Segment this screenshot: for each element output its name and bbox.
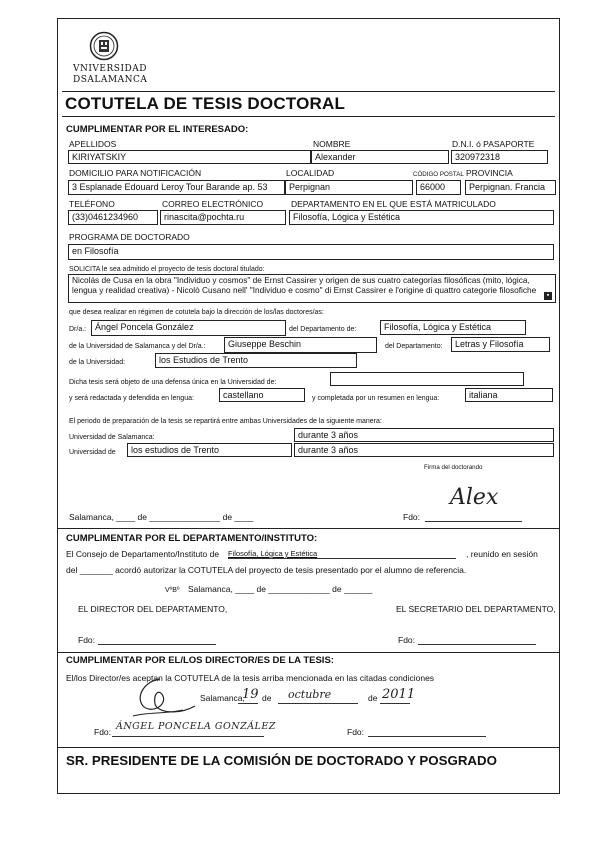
departamento-field[interactable]: Filosofía, Lógica y Estética (289, 210, 554, 225)
secretario-departamento-label: EL SECRETARIO DEL DEPARTAMENTO, (396, 604, 556, 614)
periodo-otra-field[interactable]: durante 3 años (294, 443, 554, 457)
apellidos-field[interactable]: KIRIYATSKIY (68, 150, 311, 164)
localidad-field[interactable]: Perpignan (285, 180, 413, 195)
codigo-postal-label: CÓDIGO POSTAL (413, 171, 464, 178)
page-title: COTUTELA DE TESIS DOCTORAL (65, 94, 346, 113)
univ-salamanca-director-label: de la Universidad de Salamanca y del Dr/a.: (69, 343, 206, 350)
director-handwritten-name: ÁNGEL PONCELA GONZÁLEZ (116, 721, 276, 732)
section3-fdo1-underline (112, 736, 264, 737)
section3-de2-label: de (368, 693, 378, 703)
student-signature: Alex (450, 485, 499, 510)
del-departamento2-label: del Departamento: (385, 343, 443, 350)
resumen-label: y completada por un resumen en lengua: (312, 395, 440, 402)
lengua-field[interactable]: castellano (219, 388, 305, 402)
solicita-label: SOLICITA le sea admitido el proyecto de tesis doctoral titulado: (69, 266, 265, 273)
title-top-rule (62, 91, 555, 92)
codigo-postal-field[interactable]: 66000 (416, 180, 461, 195)
section3-fdo2-underline (368, 736, 486, 737)
footer-rule (57, 747, 560, 748)
section3-fdo2-label: Fdo: (347, 727, 365, 737)
telefono-field[interactable]: (33)0461234960 (68, 210, 158, 225)
programa-field[interactable]: en Filosofía (68, 244, 554, 260)
resumen-field[interactable]: italiana (465, 388, 553, 402)
section2-fdo1-label: Fdo: (78, 635, 96, 645)
salamanca-date-line: Salamanca, ____ de _______________ de ____ (69, 512, 254, 522)
defensa-field[interactable] (330, 372, 524, 386)
director1-label: Dr/a.: (69, 326, 87, 333)
nombre-label: NOMBRE (313, 139, 351, 149)
regimen-label: que desea realizar en régimen de cotutela bajo la dirección de los/las doctores/as: (69, 309, 324, 316)
section2-fdo1-underline (98, 644, 216, 645)
provincia-field[interactable]: Perpignan. Francia (465, 180, 556, 195)
periodo-salamanca-field[interactable]: durante 3 años (294, 428, 554, 442)
dni-field[interactable]: 320972318 (451, 150, 548, 164)
consejo-line-prefix: El Consejo de Departamento/Instituto de (66, 549, 220, 559)
universidad2-field[interactable]: los Estudios de Trento (155, 353, 357, 368)
section3-text: El/los Director/es aceptan la COTUTELA de la tesis arriba mencionada en las citadas condiciones (66, 673, 435, 683)
apellidos-label: APELLIDOS (69, 139, 117, 149)
section3-month: octubre (288, 688, 332, 701)
firma-label: Firma del doctorando (424, 464, 483, 471)
section3-month-underline (278, 703, 358, 704)
periodo-label: El periodo de preparación de la tesis se repartirá entre ambas Universidades de la siguiente manera: (69, 418, 382, 425)
section3-day: 19 (242, 687, 259, 702)
defensa-label: Dicha tesis será objeto de una defensa única en la Universidad de: (69, 379, 277, 386)
dni-label: D.N.I. ó PASAPORTE (452, 139, 535, 149)
scroll-icon[interactable]: ▪ (544, 292, 552, 300)
section3-de1-label: de (262, 693, 272, 703)
university-name-line1: VNIVERSIDAD (73, 64, 147, 74)
section2-fdo2-label: Fdo: (398, 635, 416, 645)
nombre-field[interactable]: Alexander (311, 150, 449, 164)
section2-heading: CUMPLIMENTAR POR EL DEPARTAMENTO/INSTITUTO: (66, 533, 318, 544)
section2-date-line: Salamanca, ____ de _____________ de ______ (188, 584, 373, 594)
provincia-label: PROVINCIA (466, 168, 513, 178)
university-seal-icon (89, 31, 119, 61)
fdo-underline (425, 521, 522, 522)
consejo-line-suffix: , reunido en sesión (466, 549, 538, 559)
director1-field[interactable]: Ángel Poncela González (91, 320, 286, 336)
de-la-universidad-label: de la Universidad: (69, 359, 126, 366)
correo-label: CORREO ELECTRÓNICO (162, 199, 264, 209)
vobo-label: VºBº (165, 587, 180, 594)
domicilio-label: DOMICILIO PARA NOTIFICACIÓN (69, 168, 202, 178)
consejo-dept-name: Filosofía, Lógica y Estética (228, 549, 318, 558)
departamento-label: DEPARTAMENTO EN EL QUE ESTÁ MATRICULADO (291, 199, 496, 209)
localidad-label: LOCALIDAD (286, 168, 335, 178)
dept1-field[interactable]: Filosofía, Lógica y Estética (380, 320, 526, 335)
section3-year: 2011 (382, 687, 416, 702)
section3-year-underline (380, 703, 410, 704)
del-departamento-label: del Departamento de: (289, 326, 357, 333)
domicilio-field[interactable]: 3 Esplanade Edouard Leroy Tour Barande ap. 53 (68, 180, 285, 195)
section2-fdo2-underline (418, 644, 536, 645)
consejo-line2: del _______ acordó autorizar la COTUTELA del proyecto de tesis presentado por el alumno de referencia. (66, 565, 467, 575)
footer-addressee: SR. PRESIDENTE DE LA COMISIÓN DE DOCTORADO Y POSGRADO (66, 753, 497, 768)
section3-fdo1-label: Fdo: (94, 727, 112, 737)
director2-field[interactable]: Giuseppe Beschin (224, 337, 377, 353)
university-name-line2: DSALAMANCA (73, 75, 148, 85)
telefono-label: TELÉFONO (69, 199, 115, 209)
fdo-label: Fdo: (403, 512, 421, 522)
correo-field[interactable]: rinascita@pochta.ru (160, 210, 286, 225)
director-departamento-label: EL DIRECTOR DEL DEPARTAMENTO, (78, 604, 228, 614)
universidad-otra-field[interactable]: los estudios de Trento (127, 443, 292, 457)
section2-rule (57, 528, 560, 529)
title-bottom-rule (62, 116, 555, 117)
univ-salamanca-label: Universidad de Salamanca: (69, 434, 155, 441)
consejo-dept-underline (228, 558, 456, 559)
programa-label: PROGRAMA DE DOCTORADO (69, 232, 190, 242)
section3-salamanca-label: Salamanca, (200, 693, 245, 703)
universidad-de-label: Universidad de (69, 449, 116, 456)
section3-rule (57, 652, 560, 653)
section3-heading: CUMPLIMENTAR POR EL/LOS DIRECTOR/ES DE LA TESIS: (66, 655, 334, 666)
director-signature-icon (125, 676, 200, 721)
dept2-field[interactable]: Letras y Filosofía (451, 337, 550, 352)
section3-day-underline (238, 703, 258, 704)
section1-heading: CUMPLIMENTAR POR EL INTERESADO: (66, 124, 249, 135)
redactada-label: y será redactada y defendida en lengua: (69, 395, 194, 402)
titulo-field[interactable]: Nicolás de Cusa en la obra "Individuo y cosmos" de Ernst Cassirer y origen de sus cuatro categorías filosóficas (mito, lógica, lengua y realidad creativa) - Nicolò Cusano nell' "Individuo e cosmo" di Ernst Cassirer e l'origine di quattro categorie filosofiche (68, 274, 556, 303)
